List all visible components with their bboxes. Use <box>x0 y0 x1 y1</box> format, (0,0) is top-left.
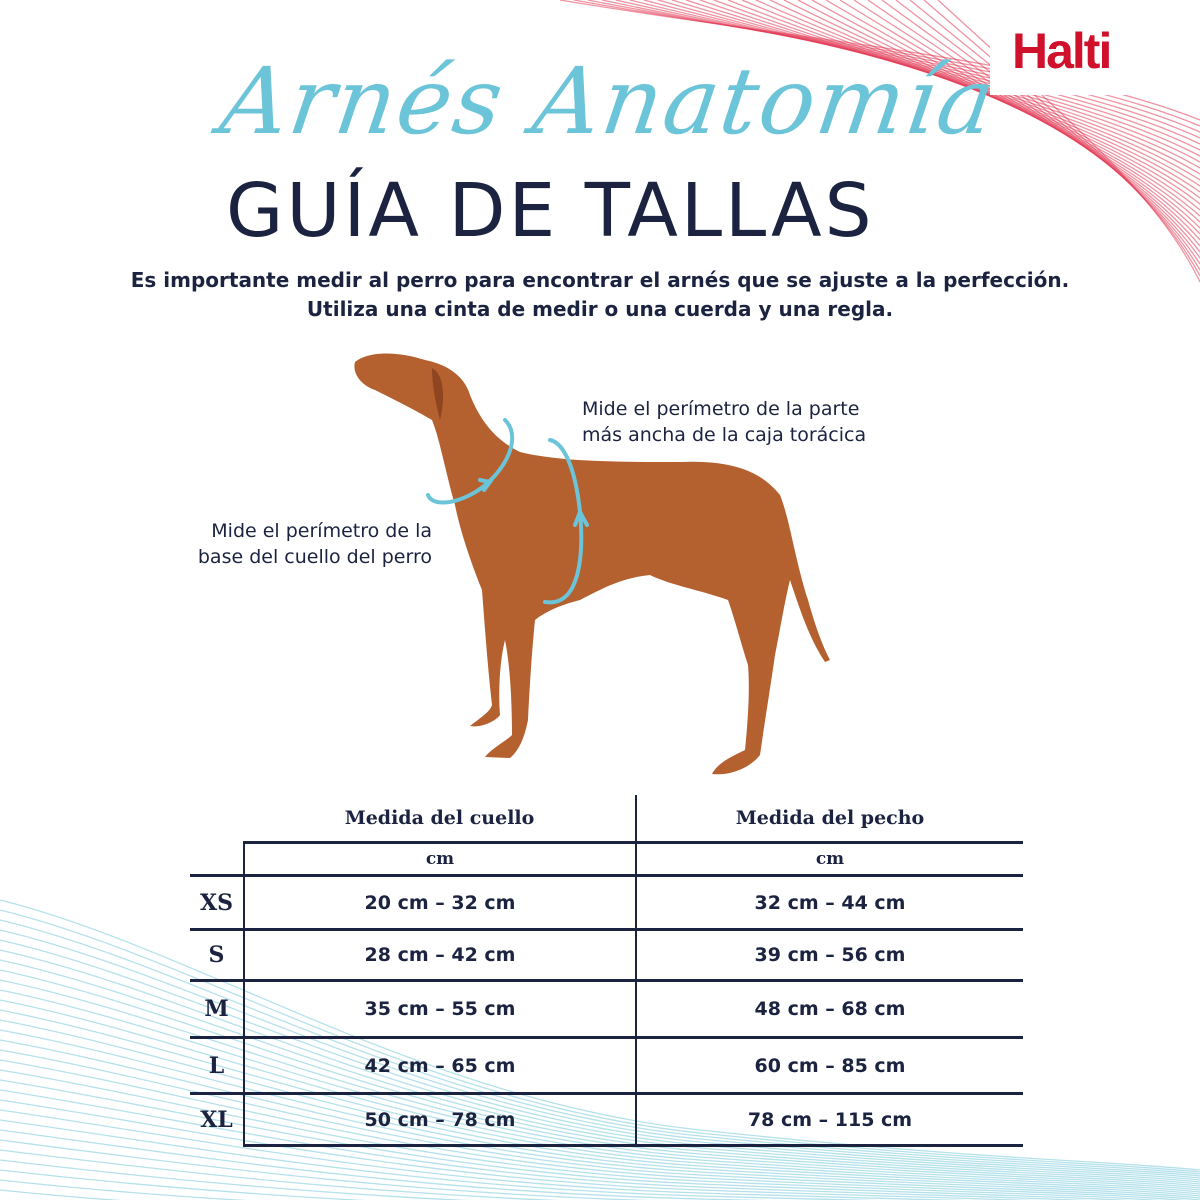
table-row <box>190 876 1023 930</box>
neck-value: 28 cm – 42 cm <box>244 930 636 981</box>
unit-row <box>190 843 1023 876</box>
chest-unit: cm <box>636 843 1023 876</box>
neck-value: 50 cm – 78 cm <box>244 1094 636 1146</box>
neck-value: 35 cm – 55 cm <box>244 981 636 1038</box>
size-label: XL <box>190 1094 244 1146</box>
table-row <box>190 1094 1023 1146</box>
neck-value: 42 cm – 65 cm <box>244 1038 636 1094</box>
size-label: XS <box>190 876 244 930</box>
table-row <box>190 981 1023 1038</box>
neck-annotation-line: base del cuello del perro <box>197 546 432 568</box>
neck-header: Medida del cuello <box>344 807 535 829</box>
chest-value: 60 cm – 85 cm <box>636 1038 1023 1094</box>
table-row <box>190 930 1023 981</box>
halti-logo: Halti <box>1012 23 1111 79</box>
header-row <box>190 795 1023 843</box>
size-table <box>190 795 1023 1147</box>
neck-value: 20 cm – 32 cm <box>244 876 636 930</box>
neck-unit: cm <box>244 843 636 876</box>
size-label: S <box>190 930 244 981</box>
script-title: Arnés Anatomía <box>214 48 1003 155</box>
chest-value: 78 cm – 115 cm <box>636 1094 1023 1146</box>
intro-text-1: Es importante medir al perro para encontrar el arnés que se ajuste a la perfección. <box>130 268 1070 292</box>
neck-annotation <box>190 518 432 570</box>
size-label: M <box>190 981 244 1038</box>
chest-annotation-line: Mide el perímetro de la parte <box>582 398 860 420</box>
chest-annotation-line: más ancha de la caja torácica <box>582 424 867 446</box>
chest-header: Medida del pecho <box>636 795 1023 843</box>
chest-value: 32 cm – 44 cm <box>636 876 1023 930</box>
neck-annotation-line: Mide el perímetro de la <box>211 520 432 542</box>
intro-text-2: Utiliza una cinta de medir o una cuerda y una regla. <box>306 297 894 321</box>
table-row <box>190 1038 1023 1094</box>
page-title: GUÍA DE TALLAS <box>226 168 875 254</box>
chest-annotation <box>582 396 866 448</box>
size-label: L <box>190 1038 244 1094</box>
chest-value: 48 cm – 68 cm <box>636 981 1023 1038</box>
chest-value: 39 cm – 56 cm <box>636 930 1023 981</box>
